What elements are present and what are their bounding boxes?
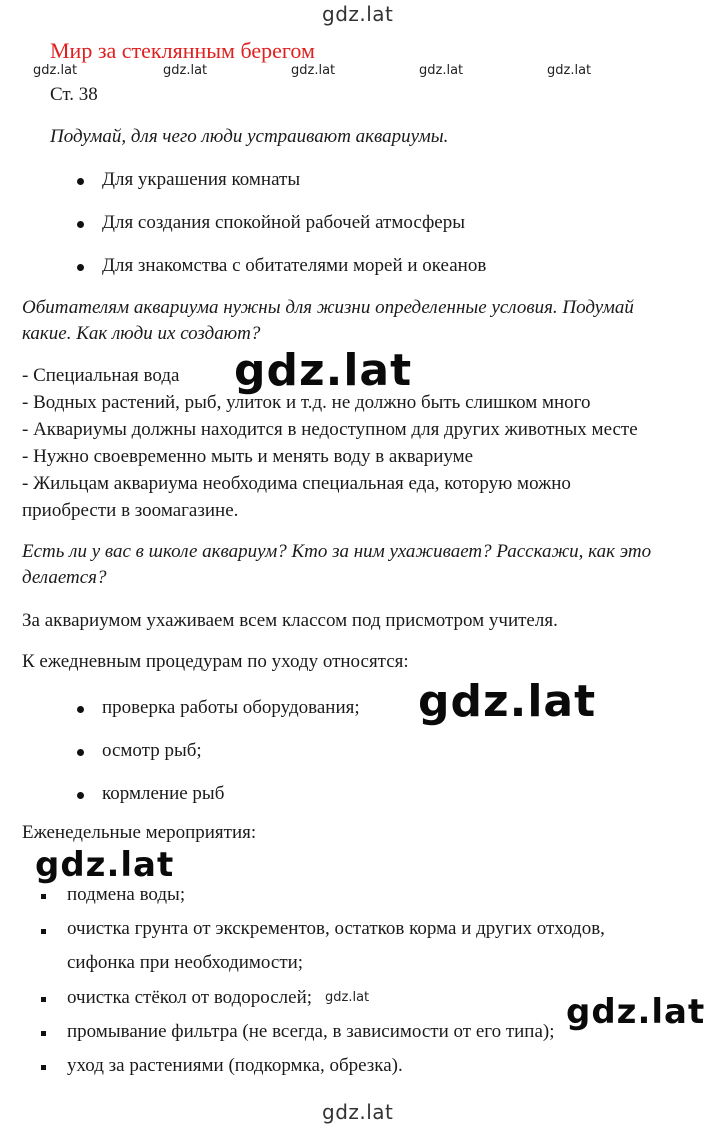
weekly-item-1: подмена воды;	[67, 884, 186, 905]
bullet-icon	[77, 221, 84, 228]
answer-3: За аквариумом ухаживаем всем классом под присмотром учителя.	[22, 610, 558, 631]
answer-2-line-1: - Специальная вода	[22, 365, 180, 386]
daily-item-2: осмотр рыб;	[102, 740, 202, 761]
weekly-item-2-continued: сифонка при необходимости;	[67, 952, 304, 973]
answer-2-line-4: - Нужно своевременно мыть и менять воду в аквариуме	[22, 446, 474, 467]
daily-item-3: кормление рыб	[102, 783, 225, 804]
question-3-line-1: Есть ли у вас в школе аквариум? Кто за ним ухаживает? Расскажи, как это	[22, 541, 652, 562]
square-bullet-icon	[41, 1031, 46, 1036]
question-3-line-2: делается?	[22, 567, 107, 588]
watermark-large-4: gdz.lat	[566, 992, 706, 1032]
daily-intro: К ежедневным процедурам по уходу относятся:	[22, 651, 409, 672]
watermark-large-2: gdz.lat	[418, 676, 597, 727]
bullet-icon	[77, 749, 84, 756]
answer-2-line-5: - Жильцам аквариума необходима специальная еда, которую можно	[22, 473, 571, 494]
watermark-bottom: gdz.lat	[322, 1100, 394, 1124]
weekly-item-5: уход за растениями (подкормка, обрезка).	[67, 1055, 403, 1076]
watermark-row-3: gdz.lat	[291, 63, 336, 78]
watermark-row-5: gdz.lat	[547, 63, 592, 78]
answer-2-line-2: - Водных растений, рыб, улиток и т.д. не должно быть слишком много	[22, 392, 591, 413]
bullet-icon	[77, 706, 84, 713]
weekly-item-2: очистка грунта от экскрементов, остатков корма и других отходов,	[67, 918, 605, 939]
watermark-row-1: gdz.lat	[33, 63, 78, 78]
bullet-icon	[77, 792, 84, 799]
question-2-line-1: Обитателям аквариума нужны для жизни определенные условия. Подумай	[22, 297, 634, 318]
answer-2-line-6: приобрести в зоомагазине.	[22, 500, 239, 521]
weekly-item-4: промывание фильтра (не всегда, в зависимости от его типа);	[67, 1021, 555, 1042]
page-title: Мир за стеклянным берегом	[50, 38, 315, 63]
watermark-large-3: gdz.lat	[35, 845, 175, 885]
watermark-row-2: gdz.lat	[163, 63, 208, 78]
answer-1-item-2: Для создания спокойной рабочей атмосферы	[102, 212, 466, 233]
bullet-icon	[77, 178, 84, 185]
question-2-line-2: какие. Как люди их создают?	[22, 323, 261, 344]
square-bullet-icon	[41, 997, 46, 1002]
watermark-large-1: gdz.lat	[234, 345, 413, 396]
bullet-icon	[77, 264, 84, 271]
answer-2-line-3: - Аквариумы должны находится в недоступном для других животных месте	[22, 419, 638, 440]
answer-1-item-1: Для украшения комнаты	[102, 169, 301, 190]
square-bullet-icon	[41, 894, 46, 899]
square-bullet-icon	[41, 929, 46, 934]
watermark-top: gdz.lat	[322, 2, 394, 26]
watermark-row-4: gdz.lat	[419, 63, 464, 78]
watermark-inline-small: gdz.lat	[325, 990, 370, 1005]
weekly-item-3: очистка стёкол от водорослей;	[67, 987, 313, 1008]
square-bullet-icon	[41, 1065, 46, 1070]
answer-1-item-3: Для знакомства с обитателями морей и океанов	[102, 255, 487, 276]
question-1: Подумай, для чего люди устраивают аквариумы.	[50, 126, 449, 147]
page-reference: Ст. 38	[50, 84, 98, 105]
weekly-intro: Еженедельные мероприятия:	[22, 822, 257, 843]
daily-item-1: проверка работы оборудования;	[102, 697, 360, 718]
